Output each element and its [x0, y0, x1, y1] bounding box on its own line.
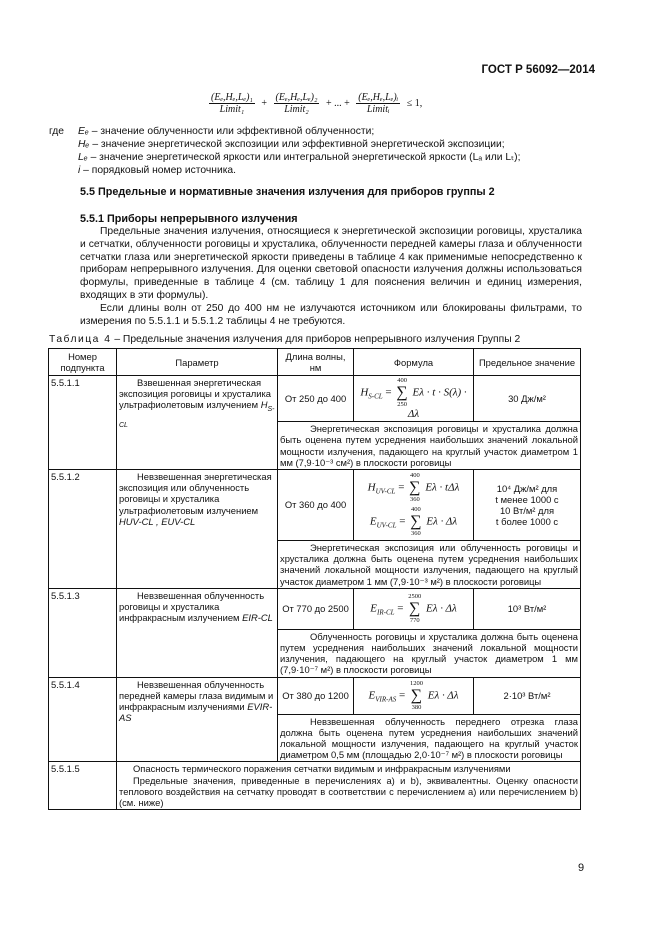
- sum-lower-limit: 360: [411, 530, 421, 538]
- row-parameter: [117, 470, 278, 589]
- sum-icon: 1200 ∑ 380: [409, 679, 423, 711]
- sum-lower-limit: 380: [411, 703, 422, 711]
- row-formula: $E_{VIR-AS}$ = 1200 ∑ 380 Eλ · Δλ: [354, 677, 474, 714]
- column-header: Номер подпункта: [49, 349, 117, 376]
- formula-lhs: E: [368, 689, 376, 702]
- row-limit: 30 Дж/м²: [474, 376, 581, 422]
- row-note: Энергетическая экспозиция роговицы и хрусталика должна быть оценена путем усреднения наибольших значений локальной мощности излучения, падающего на круглый участок диаметром 1 мм (7,9·10⁻³ см²) в плоскости роговицы: [278, 422, 581, 470]
- definition-text: – порядковый номер источника.: [83, 165, 237, 176]
- parameter-symbol: H: [260, 399, 268, 411]
- sum-lower-limit: 360: [410, 496, 420, 504]
- subsection-title: 5.5.1 Приборы непрерывного излучения: [80, 213, 298, 225]
- term-2-numerator: (Eₑ,Hₑ,Lₑ)₂: [275, 92, 318, 103]
- definition-text: – значение энергетической яркости или интегральной энергетической яркости (Lₐ или Lₜ);: [90, 152, 521, 163]
- row-formula: [354, 470, 474, 541]
- paragraph-text: Если длины волн от 250 до 400 нм не излучаются источником или блокированы фильтрами, то измерения по 5.5.1.1 и 5.5.1.2 таблицы 4 не требуются.: [80, 303, 582, 327]
- row-limit: 10³ Вт/м²: [474, 588, 581, 629]
- sum-upper-limit: 400: [411, 506, 421, 514]
- parameter-symbol: HUV-CL , EUV-CL: [119, 515, 196, 527]
- parameter-subscript: S-CL: [119, 406, 275, 430]
- definition-item: [49, 125, 520, 138]
- paragraph: [80, 303, 582, 329]
- row-note: Облученность роговицы и хрусталика должна быть оценена путем усреднения наибольших значений локальной мощности излучения, падающего на круглый участок диаметром 1 мм (7,9·10⁻⁷ м²) в плоскости роговицы: [278, 629, 581, 677]
- section-title: 5.5 Предельные и нормативные значения излучения для приборов группы 2: [80, 186, 495, 198]
- column-header: Длина волны, нм: [278, 349, 354, 376]
- definition-symbol: Hₑ: [78, 139, 90, 150]
- table-caption: [49, 334, 520, 345]
- definition-symbol: i: [78, 165, 81, 176]
- limit-line: t более 1000 с: [495, 516, 559, 528]
- row-limit: [474, 470, 581, 541]
- sum-upper-limit: 2500: [408, 592, 422, 600]
- row-parameter: [117, 376, 278, 470]
- sum-upper-limit: 400: [397, 377, 407, 384]
- column-header: Параметр: [117, 349, 278, 376]
- table-caption-text: – Предельные значения излучения для приборов непрерывного излучения Группы 2: [111, 334, 521, 345]
- term-1-denominator: Limit₁: [219, 104, 245, 115]
- row-formula: $H_{S-CL}$ = 400 ∑ 250 Eλ · t · S(λ) · Δλ: [354, 376, 474, 422]
- paragraph: [80, 226, 582, 303]
- merged-line: Опасность термического поражения сетчатки видимым и инфракрасным излучениями: [133, 763, 511, 775]
- row-number: 5.5.1.4: [49, 677, 117, 762]
- fraction-term-1: [209, 92, 255, 115]
- sum-upper-limit: 1200: [409, 679, 423, 687]
- sum-lower-limit: 770: [409, 616, 420, 624]
- parameter-text: Невзвешенная облученность передней камеры глаза видимым и инфракрасным излучениями: [119, 678, 274, 713]
- sum-icon: 400 ∑ 360: [409, 472, 421, 504]
- row-note: Невзвешенная облученность переднего отрезка глаза должна быть оценена путем усреднения наибольших значений локальной мощности излучения, падающего на круглый участок диаметром 0,5 мм (площадью 2,0·10⁻⁷ м²) в плоскости роговицы: [278, 714, 581, 762]
- page-number: 9: [578, 862, 585, 874]
- limit-line: 10⁴ Дж/м² для: [496, 482, 558, 494]
- row-number: 5.5.1.2: [49, 470, 117, 589]
- formula-lhs-sub: UV-CL: [376, 521, 397, 530]
- formula-body: Eλ · Δλ: [425, 602, 457, 615]
- limits-table: [48, 348, 581, 810]
- definition-text: – значение энергетической экспозиции или эффективной энергетической экспозиции;: [92, 139, 505, 150]
- ellipsis-sign: + ... +: [325, 98, 350, 109]
- paragraph-text: Предельные значения излучения, относящиеся к энергетической экспозиции роговицы, хрусталика и сетчатки, облученности роговицы и хрусталика, облученности передней камеры глаза и облученности сетчатки глаза или энергетической яркости приведены в таблице 4 как применимые непосредственно к приборам непрерывного излучения. Для оценки световой опасности излучения должны использоваться формулы, приведенные в таблице 4 (см. таблицу 1 для пояснения величин и единиц измерения, входящих в эти формулы).: [80, 226, 582, 301]
- definition-item: [49, 138, 520, 151]
- definition-item: [49, 164, 520, 177]
- term-i-numerator: (Eₑ,Hₑ,Lₑ)ᵢ: [358, 92, 399, 103]
- row-formula: $E_{IR-CL}$ = 2500 ∑ 770 Eλ · Δλ: [354, 588, 474, 629]
- row-wavelength: От 770 до 2500: [278, 588, 354, 629]
- formula-lhs-sub: UV-CL: [375, 487, 396, 496]
- formula-lhs-sub: VIR-AS: [375, 695, 397, 704]
- table-row: [49, 762, 581, 810]
- parameter-symbol: EVIR-AS: [119, 701, 273, 724]
- sum-icon: 2500 ∑ 770: [408, 592, 422, 624]
- formula-body: Eλ · t · S(λ) · Δλ: [407, 386, 467, 420]
- row-wavelength: От 360 до 400: [278, 470, 354, 541]
- formula-lhs: E: [369, 515, 377, 528]
- limit-line: t менее 1000 с: [495, 493, 559, 505]
- fraction-term-i: [356, 92, 400, 115]
- formula-body: Eλ · Δλ: [426, 515, 458, 528]
- parameter-text: Невзвешенная энергетическая экспозиция или облученность роговицы и хрусталика ультрафиолетовым излучением: [119, 471, 272, 516]
- row-limit: 2·10³ Вт/м²: [474, 677, 581, 714]
- term-i-denominator: Limitᵢ: [366, 104, 390, 115]
- parameter-text: Невзвешенная облученность роговицы и хрусталика инфракрасным излучением: [119, 589, 265, 624]
- definition-symbol: Eₑ: [78, 126, 89, 137]
- row-merged-text: [117, 762, 581, 810]
- formula-lhs: E: [370, 602, 377, 615]
- fraction-term-2: [274, 92, 320, 115]
- where-label: где: [49, 126, 65, 137]
- definition-symbol: Lₑ: [78, 152, 88, 163]
- row-wavelength: От 380 до 1200: [278, 677, 354, 714]
- sum-icon: 400 ∑ 360: [410, 506, 422, 538]
- table-row: [49, 376, 581, 422]
- definition-text: – значение облученности или эффективной облученности;: [91, 126, 375, 137]
- inequality-rhs: ≤ 1,: [406, 98, 423, 109]
- row-parameter: [117, 677, 278, 762]
- table-row: [49, 470, 581, 541]
- table-row: [49, 677, 581, 714]
- sum-icon: 400 ∑ 250: [396, 377, 408, 408]
- standard-header: ГОСТ Р 56092—2014: [481, 64, 595, 76]
- row-number: 5.5.1.3: [49, 588, 117, 677]
- definition-item: [49, 151, 520, 164]
- parameter-symbol: EIR-CL: [242, 612, 273, 624]
- formula-line: $E_{UV-CL}$ = 400 ∑ 360 Eλ · Δλ: [369, 506, 458, 538]
- formula-body: Eλ · tΔλ: [425, 481, 460, 494]
- formula-lhs-sub: S-CL: [368, 392, 383, 401]
- sum-lower-limit: 250: [397, 401, 407, 408]
- row-note: Энергетическая экспозиция или облученность роговицы и хрусталика должна быть оценена путем усреднения наибольших значений локальной мощности излучения, падающего на круглый участок диаметром 1 мм (7,9·10⁻³ м²) в плоскости роговицы: [278, 541, 581, 589]
- term-1-numerator: (Eₑ,Hₑ,Lₑ)₁: [211, 92, 253, 103]
- parameter-text: Взвешенная энергетическая экспозиция роговицы и хрусталика ультрафиолетовым излучением: [119, 377, 272, 411]
- row-wavelength: От 250 до 400: [278, 376, 354, 422]
- plus-sign: +: [261, 98, 268, 109]
- sum-upper-limit: 400: [410, 472, 420, 480]
- formula-line: $H_{UV-CL}$ = 400 ∑ 360 Eλ · tΔλ: [367, 472, 460, 504]
- table-row: [49, 588, 581, 629]
- merged-line: Предельные значения, приведенные в перечислениях а) и b), эквивалентны. Оценку опасности теплового воздействия на сетчатку проводят в соответствии с перечислением а) или перечислением b) (см. ниже): [119, 774, 578, 809]
- formula-body: Eλ · Δλ: [427, 689, 459, 702]
- column-header: Формула: [354, 349, 474, 376]
- limit-line: 10 Вт/м² для: [499, 505, 555, 517]
- definitions-list: [49, 125, 520, 177]
- sum-formula: [207, 92, 424, 115]
- column-header: Предельное значение: [474, 349, 581, 376]
- term-2-denominator: Limit₂: [284, 104, 309, 115]
- table-caption-label: Таблица 4: [49, 334, 112, 345]
- table-header-row: [49, 349, 581, 376]
- formula-lhs-sub: IR-CL: [377, 608, 395, 617]
- row-number: 5.5.1.1: [49, 376, 117, 470]
- row-parameter: [117, 588, 278, 677]
- formula-lhs: H: [367, 481, 376, 494]
- row-number: 5.5.1.5: [49, 762, 117, 810]
- formula-lhs: H: [360, 386, 369, 399]
